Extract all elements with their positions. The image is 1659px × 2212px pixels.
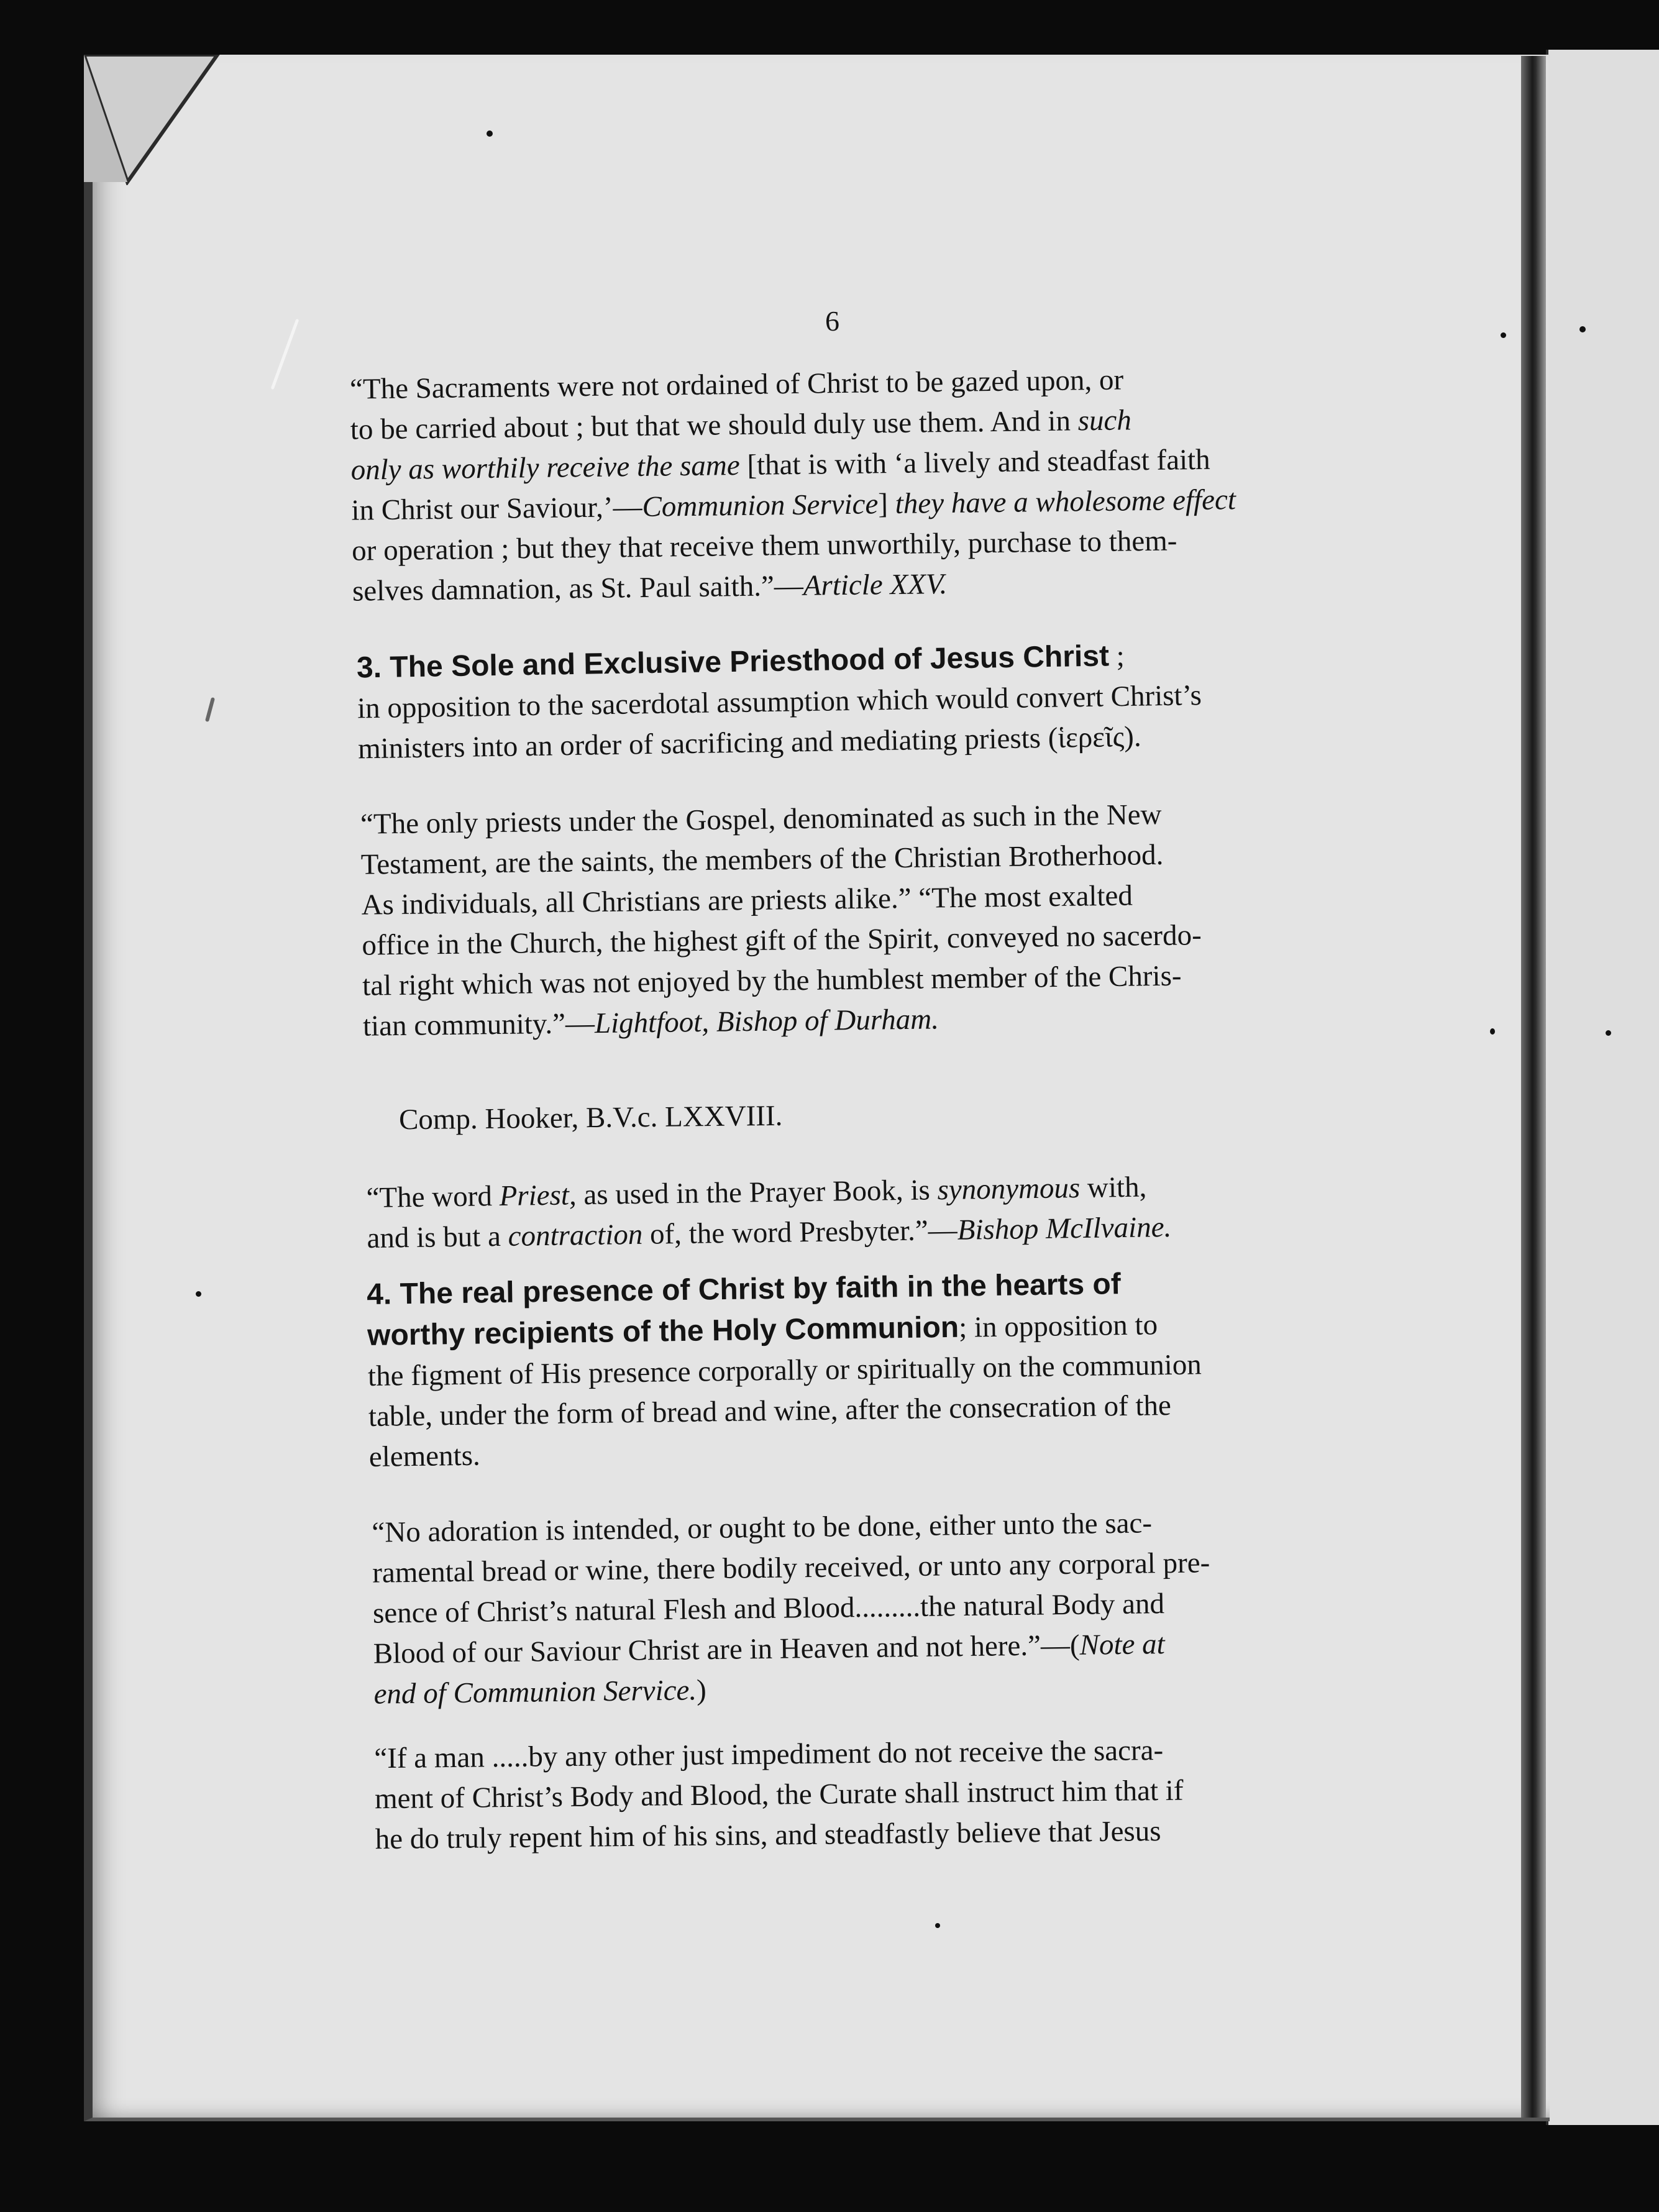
text-line: he do truly repent him of his sins, and steadfastly believe that Jesus xyxy=(375,1815,1161,1856)
book-spine-gutter xyxy=(1521,56,1546,2118)
section-3-priesthood xyxy=(357,633,1340,770)
text-line: As individuals, all Christians are priests alike.” “The most exalted xyxy=(361,879,1133,921)
text-line: table, under the form of bread and wine, after the consecration of the xyxy=(368,1389,1172,1433)
ink-speck xyxy=(935,1923,940,1928)
text-line: and is but a contraction of, the word Presbyter.”—Bishop McIlvaine. xyxy=(367,1210,1172,1255)
ink-speck xyxy=(487,130,493,137)
text-line: tal right which was not enjoyed by the humblest member of the Chris- xyxy=(362,959,1182,1002)
text-line: in Christ our Saviour,’—Communion Service] they have a wholesome effect xyxy=(351,483,1236,527)
adjacent-page-edge xyxy=(1546,50,1659,2125)
text-line: ment of Christ’s Body and Blood, the Curate shall instruct him that if xyxy=(374,1774,1184,1816)
text-line: Blood of our Saviour Christ are in Heaven and not here.”—(Note at xyxy=(373,1628,1165,1670)
page-number: 6 xyxy=(825,305,840,337)
ink-speck xyxy=(1490,1028,1495,1035)
text-line: the figment of His presence corporally or spiritually on the communion xyxy=(367,1348,1202,1393)
text-line: only as worthily receive the same [that is with ‘a lively and steadfast faith xyxy=(350,443,1210,487)
ink-speck xyxy=(1606,1030,1611,1036)
folded-corner xyxy=(84,55,221,185)
text-line: “The word Priest, as used in the Prayer Book, is synonymous with, xyxy=(366,1171,1147,1215)
quote-lightfoot xyxy=(360,792,1345,1046)
text-line: Testament, are the saints, the members of the Christian Brotherhood. xyxy=(360,838,1164,881)
quote-communion-note xyxy=(372,1501,1356,1714)
section-4-real-presence xyxy=(367,1261,1351,1478)
text-line: tian community.”—Lightfoot, Bishop of Durham. xyxy=(362,1003,939,1043)
text-line: selves damnation, as St. Paul saith.”—Article XXV. xyxy=(352,567,948,608)
text-line: office in the Church, the highest gift of the Spirit, conveyed no sacerdo- xyxy=(362,919,1202,962)
text-line: “No adoration is intended, or ought to be done, either unto the sac- xyxy=(372,1507,1153,1549)
quote-impediment xyxy=(374,1729,1357,1860)
text-line: in opposition to the sacerdotal assumption which would convert Christ’s xyxy=(357,679,1202,725)
text-line: end of Communion Service.) xyxy=(373,1674,707,1711)
ink-speck xyxy=(1501,332,1506,338)
text-line: ramental bread or wine, there bodily received, or unto any corporal pre- xyxy=(372,1547,1210,1589)
text-line: Comp. Hooker, B.V.c. LXXVIII. xyxy=(398,1099,783,1136)
text-line: ministers into an order of sacrificing and mediating priests (ἱερεῖς). xyxy=(357,720,1141,766)
text-line: sence of Christ’s natural Flesh and Blood.........the natural Body and xyxy=(372,1588,1165,1630)
text-line: elements. xyxy=(368,1439,481,1474)
section-heading: 3. The Sole and Exclusive Priesthood of Jesus Christ ; xyxy=(356,639,1125,685)
text-line: to be carried about ; but that we should duly use them. And in such xyxy=(350,404,1132,446)
text-line: “The only priests under the Gospel, denominated as such in the New xyxy=(360,798,1162,841)
text-line: “If a man .....by any other just impediment do not receive the sacra- xyxy=(374,1734,1164,1775)
text-line: “The Sacraments were not ordained of Christ to be gazed upon, or xyxy=(349,363,1124,406)
section-heading: worthy recipients of the Holy Communion; in opposition to xyxy=(367,1309,1158,1353)
ink-speck xyxy=(1579,326,1586,332)
ink-speck xyxy=(196,1291,201,1297)
quote-sacraments-article-xxv xyxy=(350,357,1335,611)
quote-mcilvaine xyxy=(366,1164,1349,1259)
text-line: or operation ; but they that receive them unworthily, purchase to them- xyxy=(351,524,1177,567)
section-heading: 4. The real presence of Christ by faith in the hearts of xyxy=(366,1268,1122,1312)
